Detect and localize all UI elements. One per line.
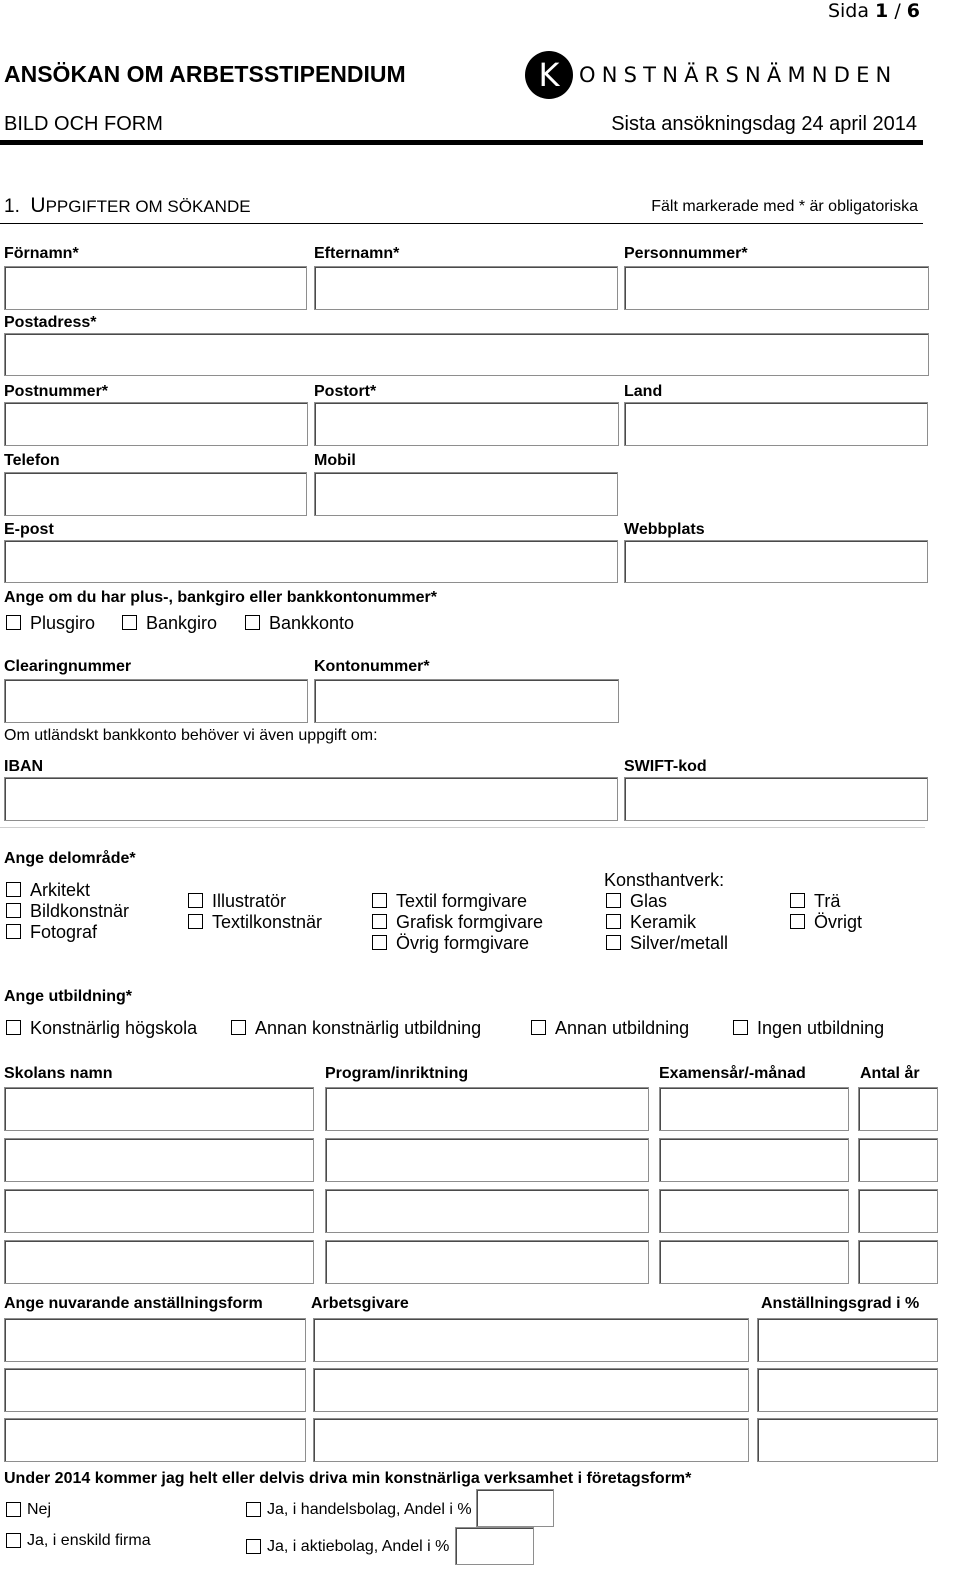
textilkonstnar-label: Textilkonstnär	[212, 912, 323, 932]
grafisk-formgivare-label: Grafisk formgivare	[396, 912, 544, 932]
employer-field[interactable]	[313, 1318, 749, 1362]
konstnarlig-hogskola-label: Konstnärlig högskola	[30, 1018, 198, 1038]
fotograf-label: Fotograf	[30, 922, 98, 942]
label-skolans-namn: Skolans namn	[4, 1065, 113, 1082]
label-postadress: Postadress*	[4, 314, 97, 331]
annan-konstnarlig-checkbox[interactable]	[231, 1020, 246, 1035]
webbplats-field[interactable]	[624, 540, 928, 583]
school-name-field[interactable]	[4, 1240, 314, 1284]
keramik-checkbox[interactable]	[606, 914, 621, 929]
school-name-field[interactable]	[4, 1087, 314, 1131]
aktiebolag-andel-field[interactable]	[455, 1527, 534, 1565]
nej-label: Nej	[27, 1501, 52, 1518]
label-epost: E-post	[4, 521, 54, 538]
aktiebolag-checkbox[interactable]	[246, 1539, 261, 1554]
label-anstallningsgrad: Anställningsgrad i %	[761, 1295, 920, 1312]
section-heading: 1. UPPGIFTER OM SÖKANDE	[4, 194, 251, 217]
label-fornamn: Förnamn*	[4, 245, 79, 262]
label-utbildning: Ange utbildning*	[4, 988, 132, 1005]
konstnarsnamnden-logo	[525, 51, 925, 101]
program-field[interactable]	[325, 1240, 649, 1284]
ingen-utbildning-label: Ingen utbildning	[757, 1018, 885, 1038]
textil-formgivare-label: Textil formgivare	[396, 891, 528, 911]
employer-field[interactable]	[313, 1368, 749, 1412]
school-name-field[interactable]	[4, 1189, 314, 1233]
handelsbolag-label: Ja, i handelsbolag, Andel i %	[267, 1501, 472, 1518]
bankgiro-checkbox[interactable]	[122, 615, 137, 630]
fornamn-field[interactable]	[4, 266, 307, 310]
tra-checkbox[interactable]	[790, 893, 805, 908]
label-swift: SWIFT-kod	[624, 758, 707, 775]
form-subtitle: BILD OCH FORM	[4, 113, 163, 135]
foreign-account-note: Om utländskt bankkonto behöver vi även uppgift om:	[4, 727, 378, 744]
tra-label: Trä	[814, 891, 841, 911]
silver-metall-checkbox[interactable]	[606, 935, 621, 950]
clearingnummer-field[interactable]	[4, 679, 308, 723]
exam-date-field[interactable]	[659, 1087, 849, 1131]
swift-field[interactable]	[624, 777, 928, 821]
label-antal-ar: Antal år	[860, 1065, 920, 1082]
handelsbolag-checkbox[interactable]	[246, 1502, 261, 1517]
epost-field[interactable]	[4, 540, 618, 583]
years-field[interactable]	[858, 1240, 938, 1284]
postort-field[interactable]	[314, 402, 619, 446]
glas-checkbox[interactable]	[606, 893, 621, 908]
school-name-field[interactable]	[4, 1138, 314, 1182]
label-postnummer: Postnummer*	[4, 383, 109, 400]
handelsbolag-andel-field[interactable]	[476, 1489, 554, 1527]
exam-date-field[interactable]	[659, 1138, 849, 1182]
form-title: ANSÖKAN OM ARBETSSTIPENDIUM	[4, 61, 406, 87]
employment-rate-field[interactable]	[757, 1368, 938, 1412]
enskild-firma-checkbox[interactable]	[6, 1533, 21, 1548]
postadress-field[interactable]	[4, 333, 929, 376]
illustrator-label: Illustratör	[212, 891, 287, 911]
bildkonstnar-label: Bildkonstnär	[30, 901, 130, 921]
label-anstallningsform: Ange nuvarande anställningsform	[4, 1295, 263, 1312]
label-postort: Postort*	[314, 383, 377, 400]
annan-utbildning-label: Annan utbildning	[555, 1018, 690, 1038]
bankkonto-label: Bankkonto	[269, 613, 355, 633]
divider	[0, 827, 925, 828]
label-clearingnummer: Clearingnummer	[4, 658, 132, 675]
label-program: Program/inriktning	[325, 1065, 469, 1082]
arkitekt-checkbox[interactable]	[6, 882, 21, 897]
years-field[interactable]	[858, 1138, 938, 1182]
enskild-firma-label: Ja, i enskild firma	[27, 1532, 151, 1549]
employer-field[interactable]	[313, 1418, 749, 1462]
logo-text: ONSTNÄRSNÄMNDEN	[579, 63, 898, 87]
page-number: Sida 1 / 6	[827, 0, 920, 22]
label-arbetsgivare: Arbetsgivare	[311, 1295, 409, 1312]
konstnarlig-hogskola-checkbox[interactable]	[6, 1020, 21, 1035]
keramik-label: Keramik	[630, 912, 697, 932]
employment-form-field[interactable]	[4, 1318, 306, 1362]
kontonummer-field[interactable]	[314, 679, 619, 723]
employment-rate-field[interactable]	[757, 1318, 938, 1362]
label-land: Land	[624, 383, 663, 400]
bankgiro-label: Bankgiro	[146, 613, 218, 633]
plusgiro-label: Plusgiro	[30, 613, 96, 633]
ingen-utbildning-checkbox[interactable]	[733, 1020, 748, 1035]
fotograf-checkbox[interactable]	[6, 924, 21, 939]
arkitekt-label: Arkitekt	[30, 880, 91, 900]
aktiebolag-label: Ja, i aktiebolag, Andel i %	[267, 1538, 450, 1555]
current-page: 1	[875, 0, 889, 22]
textilkonstnar-checkbox[interactable]	[188, 914, 203, 929]
program-field[interactable]	[325, 1138, 649, 1182]
label-mobil: Mobil	[314, 452, 356, 469]
label-iban: IBAN	[4, 758, 44, 775]
nej-checkbox[interactable]	[6, 1502, 21, 1517]
plusgiro-checkbox[interactable]	[6, 615, 21, 630]
efternamn-field[interactable]	[314, 266, 618, 310]
logo-circle: K	[525, 51, 573, 99]
label-bank-question: Ange om du har plus-, bankgiro eller bankkontonummer*	[4, 589, 437, 606]
land-field[interactable]	[624, 402, 928, 446]
label-webbplats: Webbplats	[624, 521, 705, 538]
silver-metall-label: Silver/metall	[630, 933, 729, 953]
exam-date-field[interactable]	[659, 1240, 849, 1284]
ovrig-formgivare-checkbox[interactable]	[372, 935, 387, 950]
ovrigt-label: Övrigt	[814, 912, 863, 932]
ovrig-formgivare-label: Övrig formgivare	[396, 933, 530, 953]
years-field[interactable]	[858, 1189, 938, 1233]
exam-date-field[interactable]	[659, 1189, 849, 1233]
label-kontonummer: Kontonummer*	[314, 658, 430, 675]
label-efternamn: Efternamn*	[314, 245, 400, 262]
header-rule	[0, 140, 923, 145]
personnummer-field[interactable]	[624, 266, 929, 310]
telefon-field[interactable]	[4, 472, 307, 516]
total-pages: 6	[906, 0, 920, 22]
mobil-field[interactable]	[314, 472, 618, 516]
years-field[interactable]	[858, 1087, 938, 1131]
iban-field[interactable]	[4, 777, 618, 821]
grafisk-formgivare-checkbox[interactable]	[372, 914, 387, 929]
label-foretagsform: Under 2014 kommer jag helt eller delvis driva min konstnärliga verksamhet i företagsform*	[4, 1470, 692, 1487]
bildkonstnar-checkbox[interactable]	[6, 903, 21, 918]
textil-formgivare-checkbox[interactable]	[372, 893, 387, 908]
employment-rate-field[interactable]	[757, 1418, 938, 1462]
label-telefon: Telefon	[4, 452, 60, 469]
label-examensar: Examensår/-månad	[659, 1065, 806, 1082]
mandatory-note: Fält markerade med * är obligatoriska	[651, 198, 918, 215]
employment-form-field[interactable]	[4, 1368, 306, 1412]
deadline: Sista ansökningsdag 24 april 2014	[611, 113, 917, 135]
annan-konstnarlig-label: Annan konstnärlig utbildning	[255, 1018, 482, 1038]
konsthantverk-heading: Konsthantverk:	[604, 870, 725, 890]
program-field[interactable]	[325, 1189, 649, 1233]
label-delomrade: Ange delområde*	[4, 850, 136, 867]
employment-form-field[interactable]	[4, 1418, 306, 1462]
postnummer-field[interactable]	[4, 402, 308, 446]
ovrigt-checkbox[interactable]	[790, 914, 805, 929]
section-rule	[0, 223, 923, 224]
annan-utbildning-checkbox[interactable]	[531, 1020, 546, 1035]
bankkonto-checkbox[interactable]	[245, 615, 260, 630]
program-field[interactable]	[325, 1087, 649, 1131]
illustrator-checkbox[interactable]	[188, 893, 203, 908]
glas-label: Glas	[630, 891, 668, 911]
label-personnummer: Personnummer*	[624, 245, 748, 262]
